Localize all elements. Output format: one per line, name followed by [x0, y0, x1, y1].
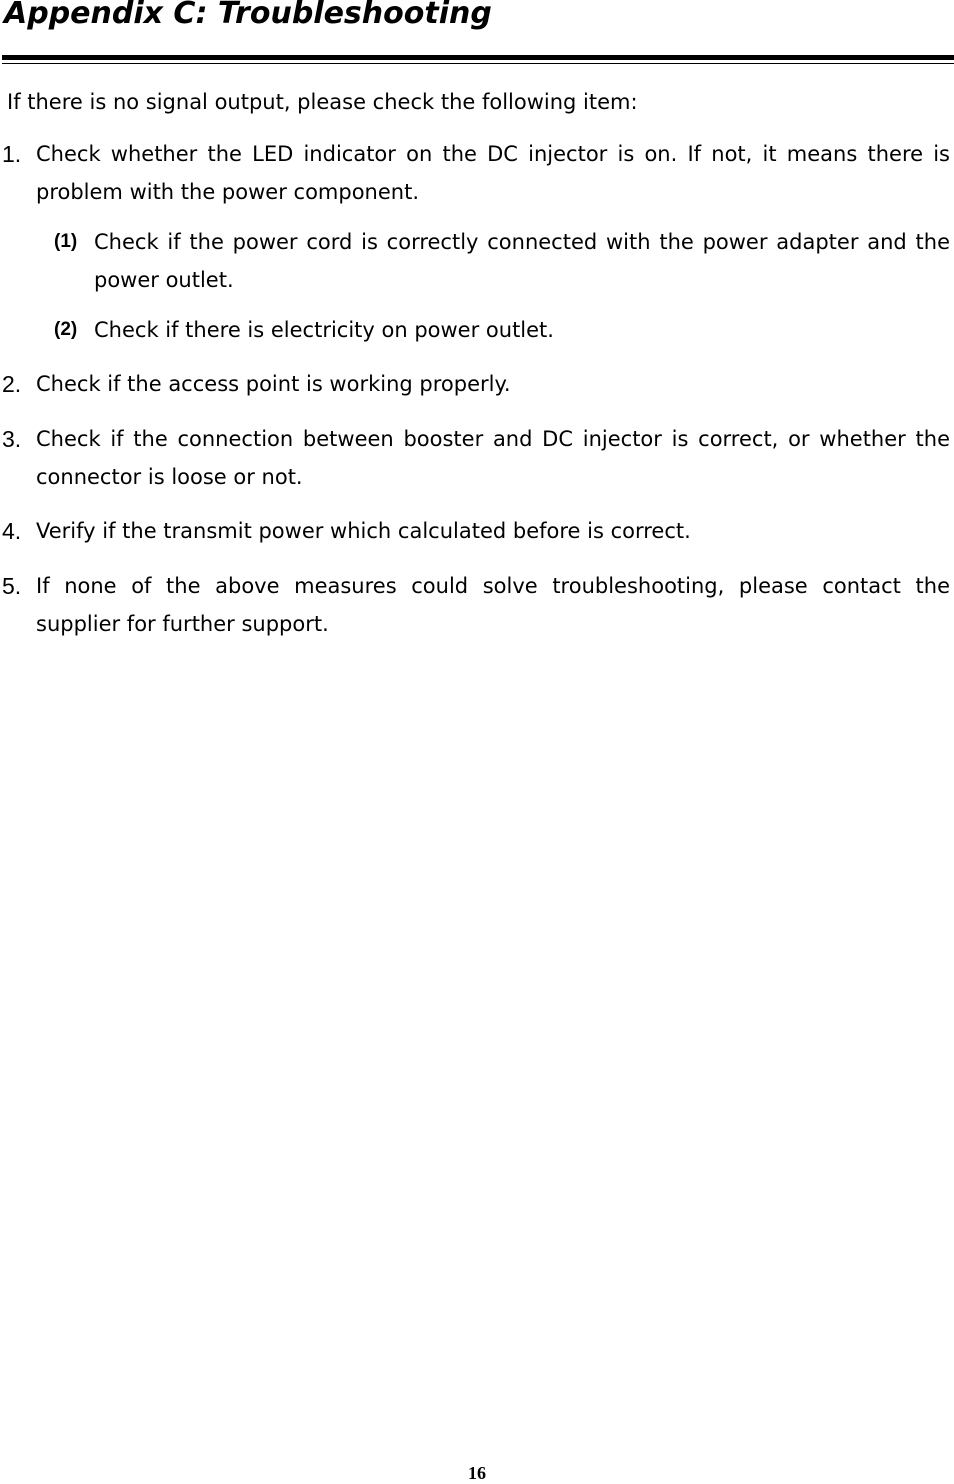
- list-item-1: [0, 135, 950, 211]
- page-number: 16: [468, 1463, 486, 1483]
- list-item-3: [0, 420, 950, 496]
- sub-item-text: Check if the power cord is correctly connected with the power adapter and the power outlet.: [94, 230, 950, 292]
- title-underline-thick: [2, 55, 954, 60]
- list-item-text: Check whether the LED indicator on the DC injector is on. If not, it means there is problem with the power component.: [36, 142, 950, 204]
- page-title: Appendix C: Troubleshooting: [4, 0, 492, 31]
- list-item-2: [0, 365, 950, 403]
- list-item-5: [0, 567, 950, 643]
- list-item-number: 1.: [2, 141, 22, 167]
- list-item-text: Check if the connection between booster and DC injector is correct, or whether the connector is loose or not.: [36, 427, 950, 489]
- sub-item-1: [0, 223, 950, 299]
- title-underline-thin: [2, 63, 954, 64]
- list-item-number: 2.: [2, 371, 22, 397]
- list-item-number: 4.: [2, 518, 22, 544]
- intro-text: If there is no signal output, please check the following item:: [7, 90, 638, 114]
- sub-item-number: (2): [54, 319, 78, 340]
- list-item-text: Check if the access point is working properly.: [36, 372, 511, 396]
- sub-item-number: (1): [54, 231, 78, 252]
- sub-item-text: Check if there is electricity on power outlet.: [94, 318, 554, 342]
- list-item-number: 5.: [2, 573, 22, 599]
- list-item-text: Verify if the transmit power which calculated before is correct.: [36, 519, 691, 543]
- list-item-4: [0, 512, 950, 550]
- sub-item-2: [0, 311, 950, 349]
- list-item-number: 3.: [2, 426, 22, 452]
- list-item-text: If none of the above measures could solve troubleshooting, please contact the supplier for further support.: [36, 574, 950, 636]
